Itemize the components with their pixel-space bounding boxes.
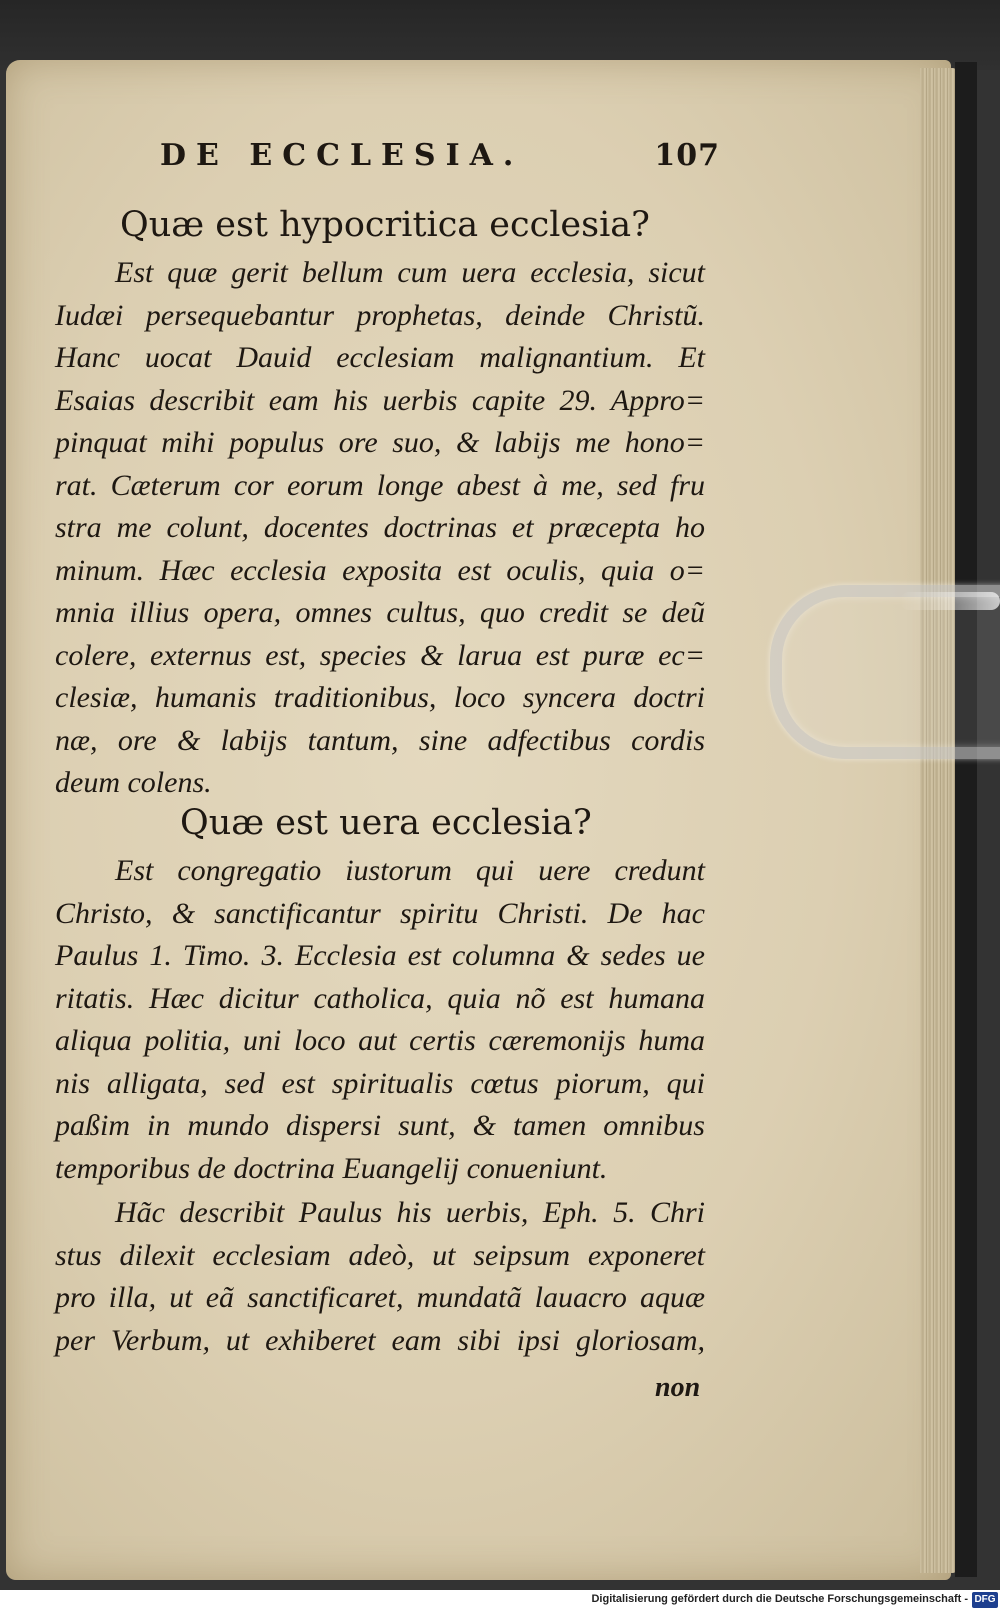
text-line: pro illa, ut eã sanctificaret, mundatã lauacro aquæ — [55, 1281, 705, 1314]
paragraph-2 — [55, 850, 705, 1190]
text-line: Hãc describit Paulus his uerbis, Eph. 5. Chri — [115, 1196, 705, 1229]
text-line: Paulus 1. Timo. 3. Ecclesia est columna & sedes ue — [55, 939, 705, 972]
text-line: clesiæ, humanis traditionibus, loco syncera doctri — [55, 681, 705, 714]
text-line: nis alligata, sed est spiritualis cœtus piorum, qui — [55, 1066, 705, 1100]
text-line: næ, ore & labijs tantum, sine adfectibus cordis — [55, 723, 705, 757]
text-line: stra me colunt, docentes doctrinas et præcepta ho — [55, 511, 705, 544]
text-line: Christo, & sanctificantur spiritu Christi. De hac — [55, 896, 705, 930]
paragraph-1 — [55, 252, 705, 805]
text-line: stus dilexit ecclesiam adeò, ut seipsum exponeret — [55, 1238, 705, 1272]
text-line: temporibus de doctrina Euangelij conueniunt. — [55, 1151, 608, 1185]
paragraph-3 — [55, 1192, 705, 1362]
page-header — [160, 138, 720, 173]
footer-credit: Digitalisierung gefördert durch die Deutsche Forschungsgemeinschaft - — [591, 1593, 968, 1605]
text-line: rat. Cæterum cor eorum longe abest à me, sed fru — [55, 468, 705, 502]
glass-clip-highlight — [900, 592, 1000, 610]
text-line: colere, externus est, species & larua est puræ ec= — [55, 638, 705, 672]
dfg-logo: DFG — [972, 1592, 998, 1608]
text-line: Est congregatio iustorum qui uere credunt — [115, 854, 705, 887]
text-line: aliqua politia, uni loco aut certis cæremonijs huma — [55, 1024, 705, 1057]
text-line: Est quæ gerit bellum cum uera ecclesia, sicut — [115, 256, 705, 289]
text-line: Iudæi persequebantur prophetas, deinde Christũ. — [55, 298, 705, 332]
text-line: per Verbum, ut exhiberet eam sibi ipsi gloriosam, — [55, 1323, 705, 1357]
text-line: pinquat mihi populus ore suo, & labijs me hono= — [55, 426, 705, 459]
text-line: deum colens. — [55, 766, 212, 799]
question-heading-2: Quæ est uera ecclesia? — [180, 803, 592, 843]
running-head: DE ECCLESIA. — [160, 138, 524, 173]
glass-page-clip — [770, 585, 1000, 759]
text-line: minum. Hæc ecclesia exposita est oculis, quia o= — [55, 553, 705, 587]
text-line: ritatis. Hæc dicitur catholica, quia nõ est humana — [55, 981, 705, 1015]
text-line: Esaias describit eam his uerbis capite 29. Appro= — [55, 383, 705, 417]
page-number: 107 — [654, 138, 720, 173]
text-line: paßim in mundo dispersi sunt, & tamen omnibus — [55, 1109, 705, 1142]
question-heading-1: Quæ est hypocritica ecclesia? — [120, 205, 650, 245]
text-line: Hanc uocat Dauid ecclesiam malignantium. Et — [55, 341, 705, 374]
text-line: mnia illius opera, omnes cultus, quo credit se deũ — [55, 596, 705, 629]
page-fore-edge — [920, 68, 960, 1573]
catchword: non — [655, 1372, 701, 1403]
book-cover-edge — [955, 62, 977, 1577]
